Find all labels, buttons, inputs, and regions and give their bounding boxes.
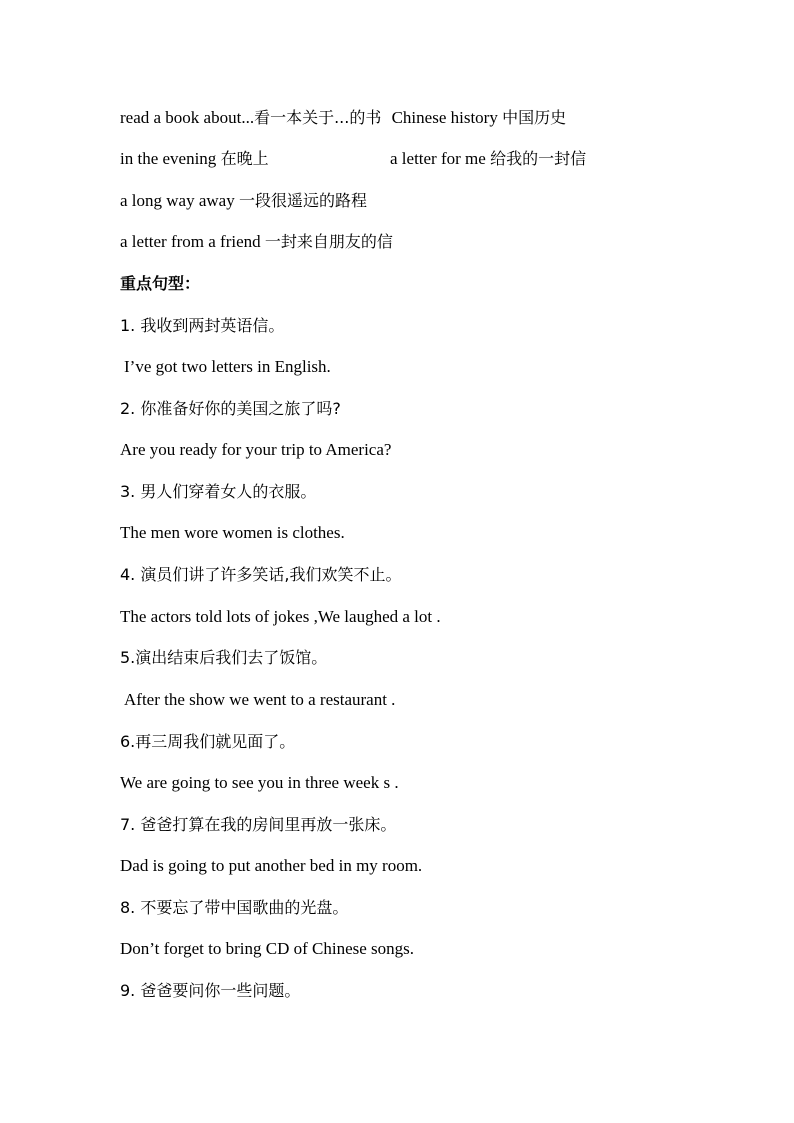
phrase-en: a letter from a friend <box>120 232 261 251</box>
sentence-cn: 9. 爸爸要问你一些问题。 <box>120 981 301 1000</box>
sentence-en: Dad is going to put another bed in my room. <box>120 856 423 875</box>
phrase-cn: 一封来自朋友的信 <box>264 232 393 251</box>
sentence-cn: 4. 演员们讲了许多笑话,我们欢笑不止。 <box>120 565 402 584</box>
phrase-cn: 中国历史 <box>502 108 567 127</box>
section-heading: 重点句型： <box>120 274 201 293</box>
phrase-en: Chinese history <box>391 108 498 127</box>
phrase-en: in the evening <box>120 149 217 168</box>
sentence-cn: 7. 爸爸打算在我的房间里再放一张床。 <box>120 815 397 834</box>
sentence-cn: 8. 不要忘了带中国歌曲的光盘。 <box>120 898 349 917</box>
phrase-en: read a book about... <box>120 108 255 127</box>
sentence-cn: 1. 我收到两封英语信。 <box>120 316 285 335</box>
phrase-cn: 在晚上 <box>220 149 269 168</box>
sentence-en: I’ve got two letters in English. <box>124 357 331 376</box>
sentence-cn: 2. 你准备好你的美国之旅了吗? <box>120 399 341 418</box>
sentence-cn: 6.再三周我们就见面了。 <box>120 732 296 751</box>
phrase-cn: 一段很遥远的路程 <box>238 191 367 210</box>
sentence-cn: 3. 男人们穿着女人的衣服。 <box>120 482 317 501</box>
phrase-line-4 <box>120 231 393 253</box>
sentence-cn: 5.演出结束后我们去了饭馆。 <box>120 648 328 667</box>
phrase-cn: 给我的一封信 <box>490 149 587 168</box>
sentence-en: Don’t forget to bring CD of Chinese songs. <box>120 939 415 958</box>
sentence-en: The actors told lots of jokes ,We laughed a lot . <box>120 607 441 626</box>
phrase-line-2 <box>120 148 640 170</box>
sentence-en: After the show we went to a restaurant . <box>124 690 396 709</box>
phrase-en: a letter for me <box>390 149 486 168</box>
phrase-line-1 <box>120 107 566 129</box>
sentence-en: The men wore women is clothes. <box>120 523 345 542</box>
sentence-en: We are going to see you in three week s . <box>120 773 399 792</box>
phrase-cn: 看一本关于...的书 <box>254 108 382 127</box>
phrase-en: a long way away <box>120 191 235 210</box>
sentence-en: Are you ready for your trip to America? <box>120 440 392 459</box>
phrase-line-3 <box>120 190 367 212</box>
